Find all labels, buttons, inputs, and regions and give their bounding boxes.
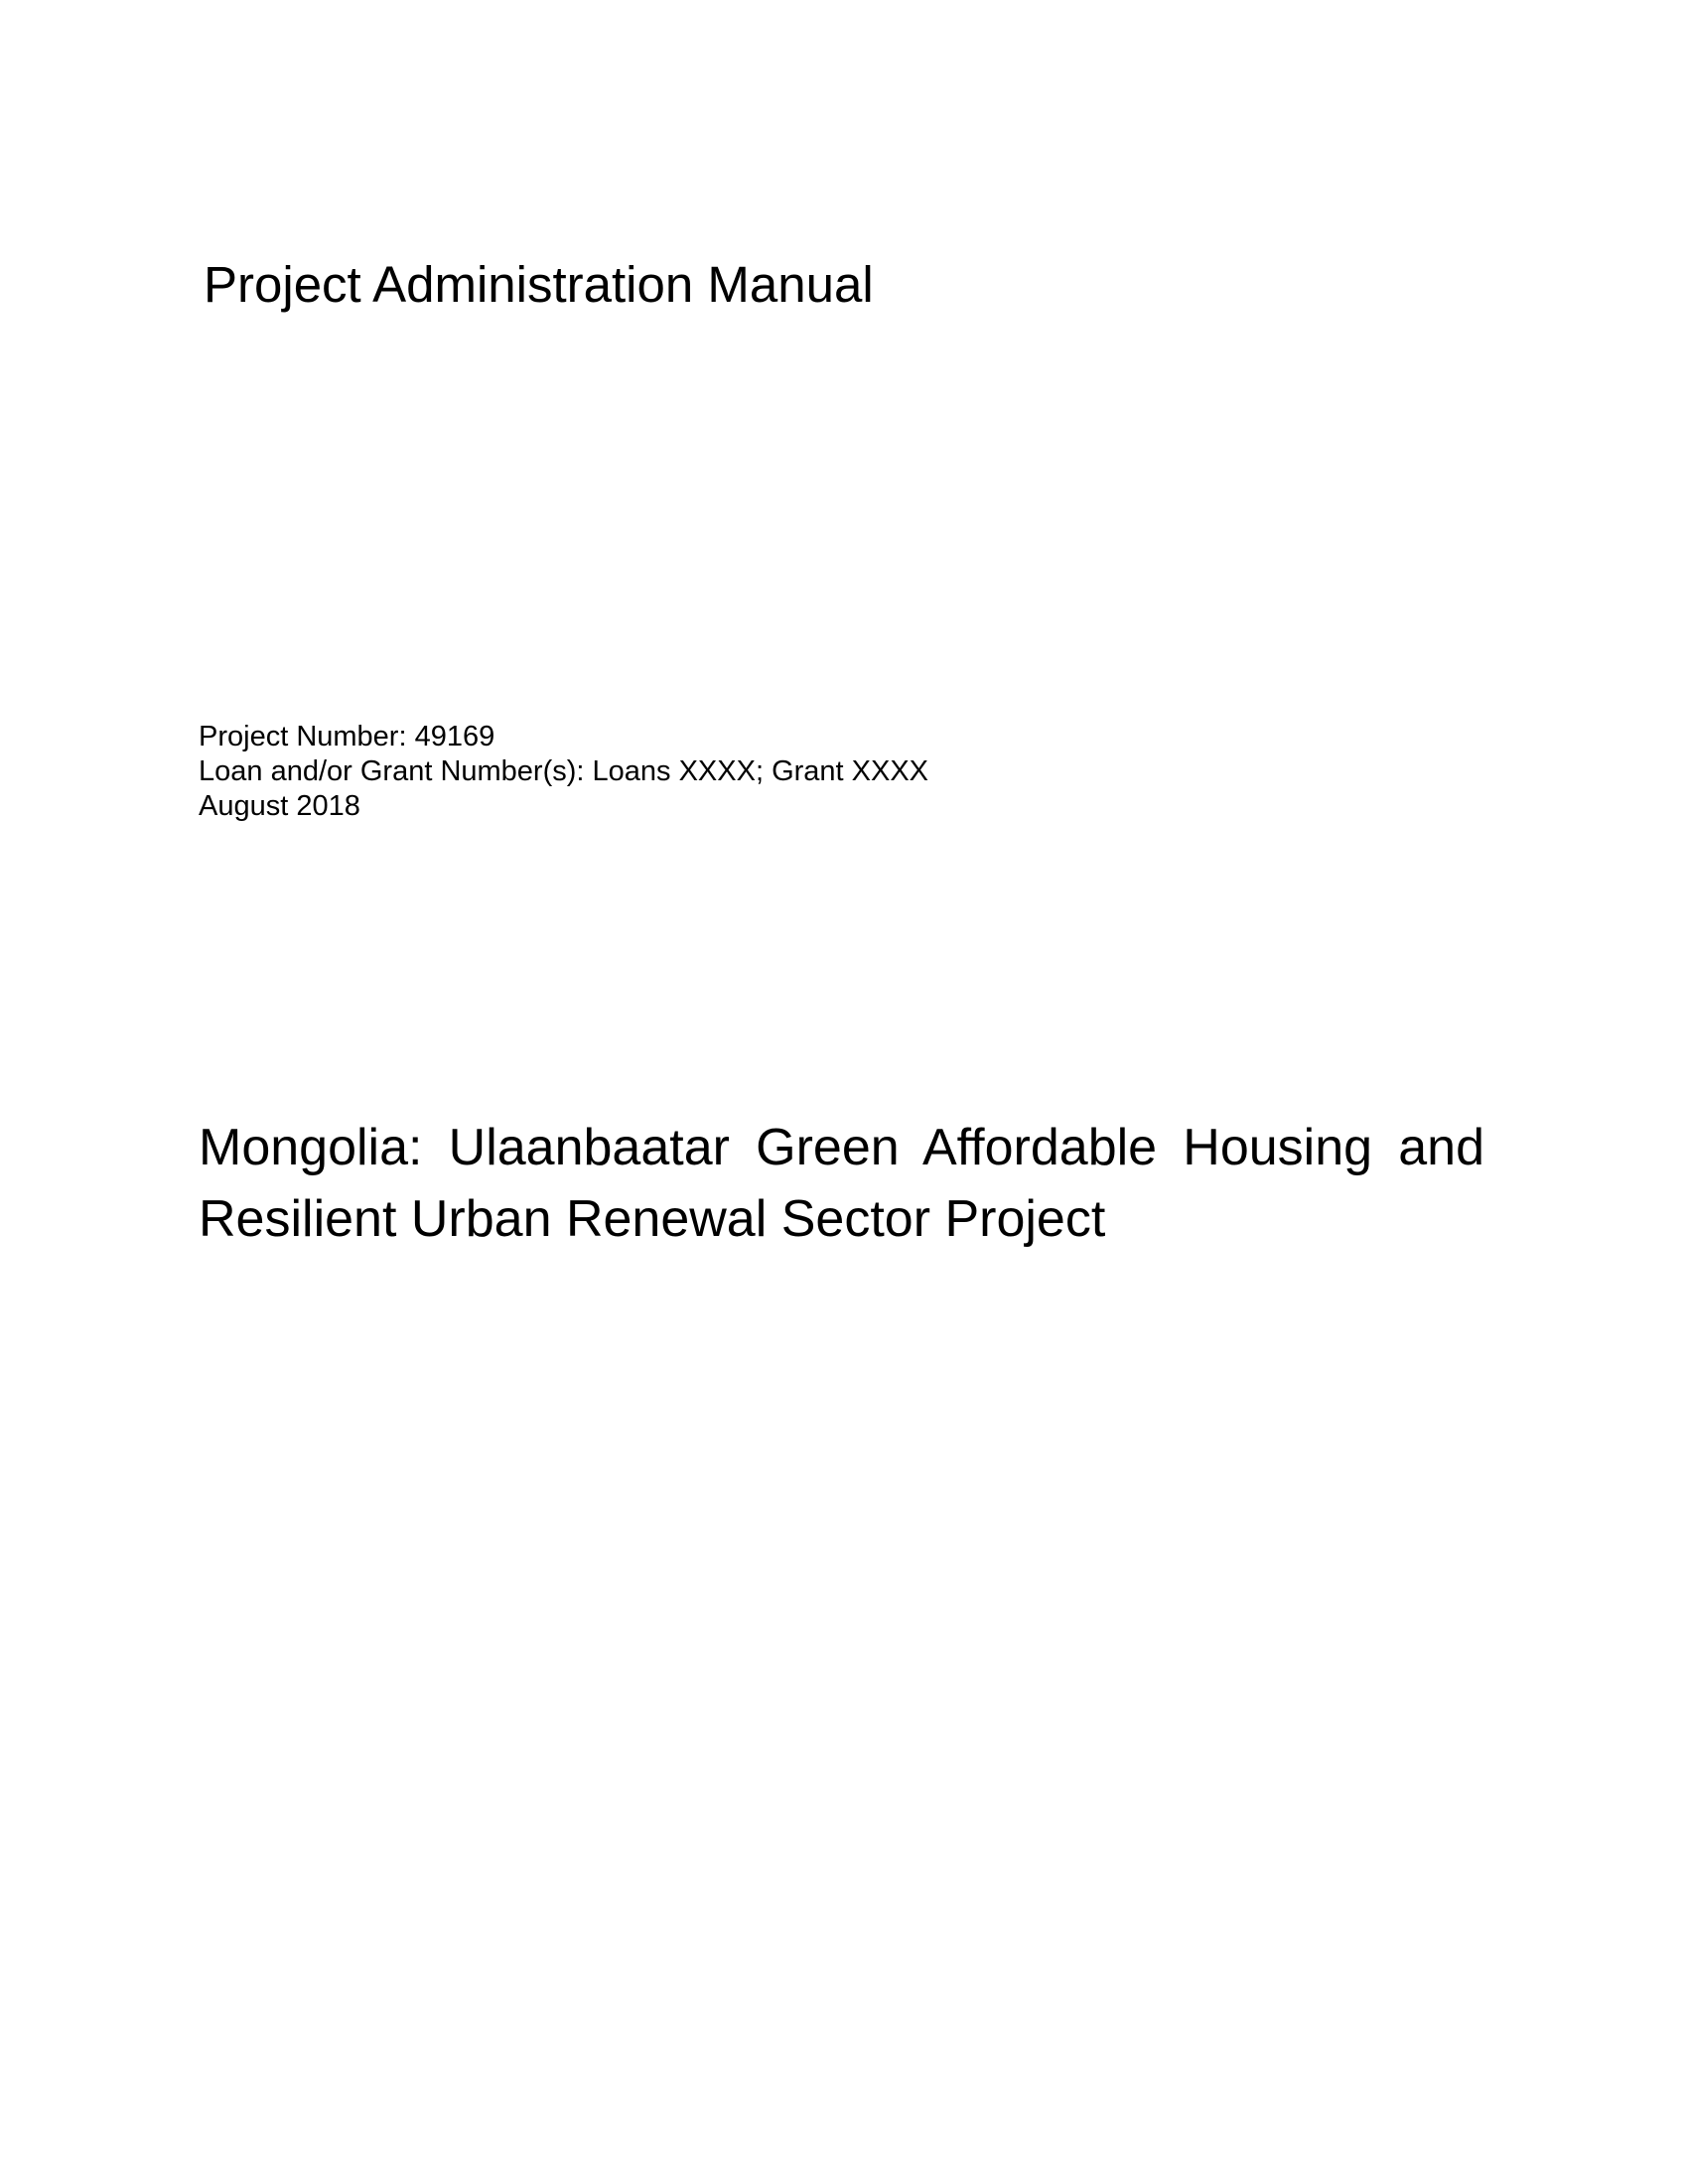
project-title: Mongolia: Ulaanbaatar Green Affordable Housing and Resilient Urban Renewal Sector Project bbox=[199, 1119, 1484, 1248]
project-metadata bbox=[199, 720, 928, 824]
project-number: Project Number: 49169 bbox=[199, 721, 495, 752]
document-date: August 2018 bbox=[199, 790, 360, 822]
document-title: Project Administration Manual bbox=[204, 256, 874, 313]
loan-grant-numbers: Loan and/or Grant Number(s): Loans XXXX; Grant XXXX bbox=[199, 755, 929, 787]
